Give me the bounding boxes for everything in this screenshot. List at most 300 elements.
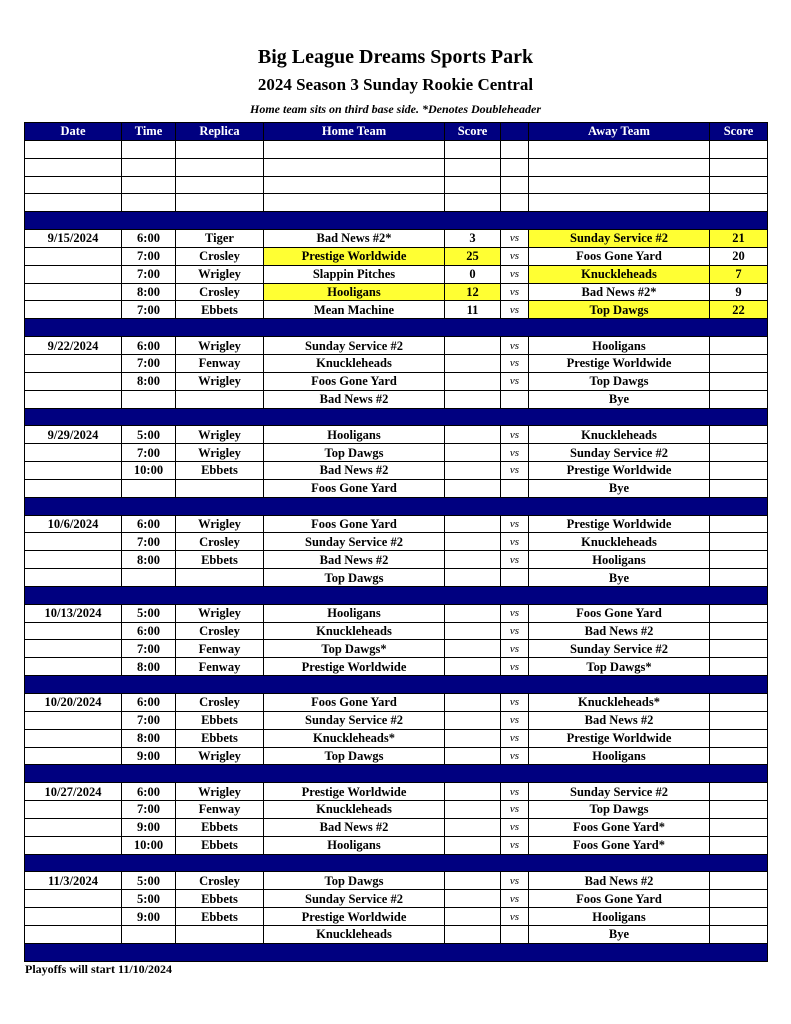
week-separator-row: [25, 854, 768, 872]
replica-cell: Wrigley: [176, 444, 264, 462]
home-score-cell: [445, 551, 501, 569]
empty-cell: [445, 194, 501, 212]
time-cell: 5:00: [122, 604, 176, 622]
separator-cell: [25, 854, 122, 872]
empty-cell: [122, 140, 176, 158]
vs-cell: vs: [501, 836, 529, 854]
home-team-cell: Bad News #2: [264, 390, 445, 408]
away-score-cell: [710, 872, 768, 890]
replica-cell: Wrigley: [176, 747, 264, 765]
away-team-cell: Foos Gone Yard: [529, 604, 710, 622]
replica-cell: Ebbets: [176, 890, 264, 908]
away-score-cell: [710, 747, 768, 765]
home-score-cell: 11: [445, 301, 501, 319]
vs-cell: vs: [501, 533, 529, 551]
away-score-cell: [710, 694, 768, 712]
time-cell: 8:00: [122, 372, 176, 390]
game-row: [25, 515, 768, 533]
away-score-cell: [710, 783, 768, 801]
separator-cell: [710, 319, 768, 337]
vs-cell: vs: [501, 426, 529, 444]
game-row: [25, 479, 768, 497]
time-cell: 7:00: [122, 247, 176, 265]
game-row: [25, 426, 768, 444]
home-team-cell: Knuckleheads: [264, 354, 445, 372]
game-row: [25, 640, 768, 658]
game-row: [25, 265, 768, 283]
away-team-cell: Bye: [529, 925, 710, 943]
separator-cell: [25, 212, 122, 230]
game-row: [25, 301, 768, 319]
away-score-cell: [710, 337, 768, 355]
home-score-cell: [445, 337, 501, 355]
away-team-cell: Prestige Worldwide: [529, 515, 710, 533]
replica-cell: [176, 390, 264, 408]
date-cell: 9/29/2024: [25, 426, 122, 444]
date-cell: [25, 479, 122, 497]
game-row: [25, 872, 768, 890]
game-row: [25, 908, 768, 926]
date-cell: [25, 908, 122, 926]
game-row: [25, 283, 768, 301]
vs-cell: vs: [501, 640, 529, 658]
separator-cell: [176, 586, 264, 604]
vs-cell: vs: [501, 658, 529, 676]
home-team-cell: Hooligans: [264, 836, 445, 854]
away-team-cell: Sunday Service #2: [529, 640, 710, 658]
date-cell: [25, 818, 122, 836]
replica-cell: [176, 479, 264, 497]
date-cell: [25, 569, 122, 587]
away-team-cell: Foos Gone Yard*: [529, 818, 710, 836]
home-score-cell: [445, 747, 501, 765]
home-team-cell: Mean Machine: [264, 301, 445, 319]
away-team-cell: Bad News #2: [529, 622, 710, 640]
separator-cell: [25, 765, 122, 783]
date-cell: 9/15/2024: [25, 230, 122, 248]
game-row: [25, 836, 768, 854]
home-score-cell: [445, 818, 501, 836]
time-cell: 9:00: [122, 908, 176, 926]
away-team-cell: Top Dawgs*: [529, 658, 710, 676]
home-team-cell: Bad News #2: [264, 462, 445, 480]
empty-cell: [529, 140, 710, 158]
date-cell: [25, 729, 122, 747]
separator-cell: [25, 943, 122, 961]
game-row: [25, 747, 768, 765]
header-home-team: Home Team: [264, 123, 445, 141]
game-row: [25, 533, 768, 551]
separator-cell: [529, 319, 710, 337]
away-team-cell: Top Dawgs: [529, 301, 710, 319]
date-cell: [25, 533, 122, 551]
blank-row: [25, 194, 768, 212]
date-cell: [25, 801, 122, 819]
away-team-cell: Foos Gone Yard: [529, 247, 710, 265]
replica-cell: Ebbets: [176, 818, 264, 836]
time-cell: 8:00: [122, 658, 176, 676]
empty-cell: [710, 158, 768, 176]
header-replica: Replica: [176, 123, 264, 141]
empty-cell: [501, 194, 529, 212]
away-team-cell: Hooligans: [529, 908, 710, 926]
empty-cell: [445, 176, 501, 194]
home-score-cell: [445, 729, 501, 747]
home-score-cell: [445, 890, 501, 908]
time-cell: 10:00: [122, 462, 176, 480]
home-team-cell: Prestige Worldwide: [264, 658, 445, 676]
time-cell: 7:00: [122, 801, 176, 819]
home-team-cell: Knuckleheads: [264, 925, 445, 943]
empty-cell: [710, 194, 768, 212]
home-score-cell: [445, 390, 501, 408]
game-row: [25, 390, 768, 408]
empty-cell: [122, 176, 176, 194]
vs-cell: vs: [501, 801, 529, 819]
vs-cell: [501, 925, 529, 943]
vs-cell: [501, 569, 529, 587]
replica-cell: Wrigley: [176, 604, 264, 622]
replica-cell: Ebbets: [176, 908, 264, 926]
time-cell: [122, 479, 176, 497]
away-score-cell: 20: [710, 247, 768, 265]
game-row: [25, 604, 768, 622]
separator-cell: [529, 497, 710, 515]
separator-cell: [710, 854, 768, 872]
separator-cell: [176, 212, 264, 230]
home-score-cell: [445, 515, 501, 533]
home-team-cell: Hooligans: [264, 426, 445, 444]
away-score-cell: [710, 925, 768, 943]
replica-cell: Crosley: [176, 283, 264, 301]
separator-cell: [710, 943, 768, 961]
replica-cell: Ebbets: [176, 462, 264, 480]
game-row: [25, 890, 768, 908]
away-score-cell: [710, 729, 768, 747]
away-score-cell: 9: [710, 283, 768, 301]
empty-cell: [529, 194, 710, 212]
separator-cell: [176, 319, 264, 337]
separator-cell: [501, 586, 529, 604]
replica-cell: Crosley: [176, 533, 264, 551]
replica-cell: Ebbets: [176, 551, 264, 569]
game-row: [25, 444, 768, 462]
home-score-cell: [445, 444, 501, 462]
time-cell: 7:00: [122, 444, 176, 462]
away-score-cell: [710, 622, 768, 640]
home-score-cell: [445, 801, 501, 819]
separator-cell: [710, 586, 768, 604]
home-score-cell: 0: [445, 265, 501, 283]
game-row: [25, 230, 768, 248]
home-score-cell: [445, 836, 501, 854]
separator-cell: [122, 319, 176, 337]
vs-cell: vs: [501, 354, 529, 372]
separator-cell: [264, 212, 445, 230]
empty-cell: [264, 176, 445, 194]
vs-cell: vs: [501, 872, 529, 890]
home-team-cell: Sunday Service #2: [264, 337, 445, 355]
vs-cell: [501, 479, 529, 497]
vs-cell: vs: [501, 818, 529, 836]
away-team-cell: Hooligans: [529, 551, 710, 569]
home-score-cell: [445, 658, 501, 676]
home-team-cell: Top Dawgs: [264, 569, 445, 587]
home-team-cell: Knuckleheads*: [264, 729, 445, 747]
separator-cell: [176, 854, 264, 872]
home-score-cell: [445, 604, 501, 622]
page-subtitle: 2024 Season 3 Sunday Rookie Central: [257, 75, 534, 94]
separator-cell: [529, 765, 710, 783]
game-row: [25, 372, 768, 390]
away-score-cell: [710, 604, 768, 622]
time-cell: [122, 569, 176, 587]
separator-cell: [529, 408, 710, 426]
separator-cell: [501, 319, 529, 337]
away-score-cell: [710, 426, 768, 444]
game-row: [25, 622, 768, 640]
time-cell: 6:00: [122, 694, 176, 712]
away-score-cell: [710, 515, 768, 533]
home-team-cell: Knuckleheads: [264, 801, 445, 819]
empty-cell: [445, 158, 501, 176]
header-away-team: Away Team: [529, 123, 710, 141]
date-cell: [25, 265, 122, 283]
date-cell: [25, 640, 122, 658]
separator-cell: [445, 943, 501, 961]
time-cell: [122, 925, 176, 943]
vs-cell: vs: [501, 747, 529, 765]
time-cell: 7:00: [122, 711, 176, 729]
separator-cell: [176, 408, 264, 426]
away-score-cell: [710, 818, 768, 836]
time-cell: 5:00: [122, 890, 176, 908]
home-team-cell: Hooligans: [264, 283, 445, 301]
replica-cell: [176, 569, 264, 587]
separator-cell: [501, 765, 529, 783]
away-score-cell: [710, 640, 768, 658]
separator-cell: [176, 943, 264, 961]
week-separator-row: [25, 497, 768, 515]
separator-cell: [176, 765, 264, 783]
vs-cell: vs: [501, 622, 529, 640]
separator-cell: [122, 212, 176, 230]
replica-cell: Crosley: [176, 694, 264, 712]
away-score-cell: 22: [710, 301, 768, 319]
away-team-cell: Bad News #2*: [529, 283, 710, 301]
away-team-cell: Knuckleheads: [529, 265, 710, 283]
separator-cell: [25, 676, 122, 694]
away-team-cell: Bad News #2: [529, 872, 710, 890]
away-score-cell: [710, 354, 768, 372]
away-team-cell: Foos Gone Yard*: [529, 836, 710, 854]
replica-cell: Fenway: [176, 354, 264, 372]
header-vs: [501, 123, 529, 141]
vs-cell: vs: [501, 265, 529, 283]
vs-cell: vs: [501, 230, 529, 248]
time-cell: [122, 390, 176, 408]
replica-cell: Fenway: [176, 640, 264, 658]
week-separator-row: [25, 408, 768, 426]
game-row: [25, 658, 768, 676]
header-away-score: Score: [710, 123, 768, 141]
separator-cell: [122, 497, 176, 515]
away-team-cell: Prestige Worldwide: [529, 462, 710, 480]
vs-cell: vs: [501, 283, 529, 301]
home-score-cell: [445, 925, 501, 943]
game-row: [25, 569, 768, 587]
date-cell: 10/13/2024: [25, 604, 122, 622]
separator-cell: [122, 765, 176, 783]
date-cell: [25, 747, 122, 765]
away-team-cell: Hooligans: [529, 747, 710, 765]
vs-cell: vs: [501, 444, 529, 462]
blank-row: [25, 176, 768, 194]
empty-cell: [122, 194, 176, 212]
empty-cell: [25, 158, 122, 176]
empty-cell: [501, 140, 529, 158]
week-separator-row: [25, 212, 768, 230]
blank-row: [25, 158, 768, 176]
separator-cell: [501, 676, 529, 694]
time-cell: 9:00: [122, 747, 176, 765]
week-separator-row: [25, 676, 768, 694]
empty-cell: [122, 158, 176, 176]
empty-cell: [710, 140, 768, 158]
separator-cell: [710, 408, 768, 426]
date-cell: 11/3/2024: [25, 872, 122, 890]
away-score-cell: [710, 462, 768, 480]
separator-cell: [264, 497, 445, 515]
empty-cell: [445, 140, 501, 158]
header-time: Time: [122, 123, 176, 141]
date-cell: 10/6/2024: [25, 515, 122, 533]
date-cell: 10/20/2024: [25, 694, 122, 712]
separator-cell: [25, 408, 122, 426]
vs-cell: vs: [501, 604, 529, 622]
away-score-cell: [710, 372, 768, 390]
empty-cell: [501, 176, 529, 194]
separator-cell: [501, 408, 529, 426]
separator-cell: [445, 676, 501, 694]
vs-cell: vs: [501, 694, 529, 712]
time-cell: 8:00: [122, 551, 176, 569]
replica-cell: Ebbets: [176, 711, 264, 729]
away-team-cell: Hooligans: [529, 337, 710, 355]
away-score-cell: [710, 658, 768, 676]
vs-cell: vs: [501, 247, 529, 265]
replica-cell: Wrigley: [176, 265, 264, 283]
date-cell: [25, 925, 122, 943]
date-cell: [25, 462, 122, 480]
date-cell: [25, 301, 122, 319]
away-score-cell: [710, 890, 768, 908]
home-score-cell: [445, 694, 501, 712]
game-row: [25, 354, 768, 372]
home-team-cell: Knuckleheads: [264, 622, 445, 640]
home-team-cell: Top Dawgs*: [264, 640, 445, 658]
home-team-cell: Hooligans: [264, 604, 445, 622]
home-team-cell: Bad News #2*: [264, 230, 445, 248]
time-cell: 6:00: [122, 783, 176, 801]
empty-cell: [264, 194, 445, 212]
game-row: [25, 694, 768, 712]
home-score-cell: 25: [445, 247, 501, 265]
away-team-cell: Bye: [529, 479, 710, 497]
replica-cell: Wrigley: [176, 372, 264, 390]
separator-cell: [710, 765, 768, 783]
replica-cell: Wrigley: [176, 783, 264, 801]
vs-cell: vs: [501, 890, 529, 908]
separator-cell: [264, 586, 445, 604]
time-cell: 8:00: [122, 729, 176, 747]
separator-cell: [264, 319, 445, 337]
home-team-cell: Foos Gone Yard: [264, 515, 445, 533]
separator-cell: [501, 497, 529, 515]
vs-cell: vs: [501, 337, 529, 355]
separator-cell: [445, 212, 501, 230]
schedule-note: Home team sits on third base side. *Denotes Doubleheader: [250, 102, 541, 116]
vs-cell: vs: [501, 711, 529, 729]
vs-cell: vs: [501, 908, 529, 926]
separator-cell: [25, 497, 122, 515]
empty-cell: [710, 176, 768, 194]
home-team-cell: Prestige Worldwide: [264, 908, 445, 926]
game-row: [25, 925, 768, 943]
separator-cell: [710, 676, 768, 694]
date-cell: [25, 658, 122, 676]
separator-cell: [264, 765, 445, 783]
away-team-cell: Top Dawgs: [529, 801, 710, 819]
time-cell: 5:00: [122, 872, 176, 890]
home-score-cell: [445, 908, 501, 926]
empty-cell: [176, 176, 264, 194]
away-team-cell: Foos Gone Yard: [529, 890, 710, 908]
replica-cell: Fenway: [176, 658, 264, 676]
time-cell: 6:00: [122, 230, 176, 248]
vs-cell: vs: [501, 515, 529, 533]
home-team-cell: Sunday Service #2: [264, 890, 445, 908]
game-row: [25, 783, 768, 801]
away-score-cell: [710, 836, 768, 854]
home-team-cell: Top Dawgs: [264, 444, 445, 462]
separator-cell: [122, 408, 176, 426]
vs-cell: vs: [501, 372, 529, 390]
date-cell: [25, 551, 122, 569]
time-cell: 6:00: [122, 622, 176, 640]
home-score-cell: [445, 533, 501, 551]
page-title: Big League Dreams Sports Park: [257, 46, 534, 68]
date-cell: [25, 890, 122, 908]
separator-cell: [445, 497, 501, 515]
separator-cell: [529, 943, 710, 961]
separator-cell: [501, 943, 529, 961]
separator-cell: [710, 212, 768, 230]
empty-cell: [25, 176, 122, 194]
replica-cell: Crosley: [176, 247, 264, 265]
separator-cell: [529, 212, 710, 230]
home-score-cell: [445, 640, 501, 658]
header-row: [25, 123, 768, 141]
game-row: [25, 462, 768, 480]
home-score-cell: [445, 479, 501, 497]
away-team-cell: Top Dawgs: [529, 372, 710, 390]
home-score-cell: [445, 372, 501, 390]
date-cell: [25, 247, 122, 265]
time-cell: 5:00: [122, 426, 176, 444]
home-team-cell: Slappin Pitches: [264, 265, 445, 283]
empty-cell: [501, 158, 529, 176]
